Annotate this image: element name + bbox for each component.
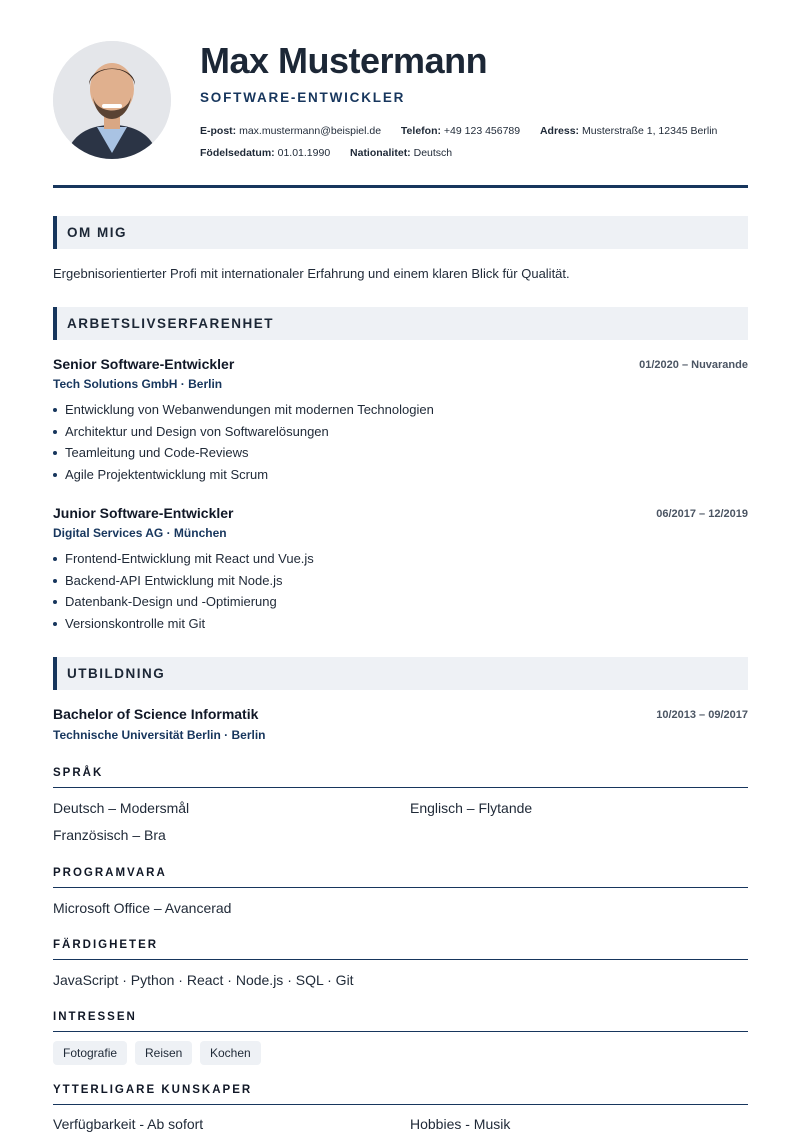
language-item: Englisch – Flytande bbox=[410, 800, 533, 816]
job-2-title: Junior Software-Entwickler bbox=[53, 505, 234, 521]
section-software-title: PROGRAMVARA bbox=[53, 867, 167, 879]
nationality-value: Deutsch bbox=[413, 147, 453, 159]
candidate-name: Max Mustermann bbox=[200, 40, 488, 81]
additional-item: Hobbies - Musik bbox=[410, 1116, 511, 1132]
nationality-label: Nationalitet: bbox=[350, 147, 411, 159]
list-item: Backend-API Entwicklung mit Node.js bbox=[53, 570, 314, 592]
job-2-bullets bbox=[53, 548, 314, 635]
section-education-heading bbox=[53, 657, 748, 690]
section-skills-title: FÄRDIGHETER bbox=[53, 939, 159, 951]
list-item: Architektur und Design von Softwarelösungen bbox=[53, 421, 434, 443]
job-2-company: Digital Services AG · München bbox=[53, 526, 227, 540]
resume-header bbox=[53, 41, 748, 161]
language-item: Französisch – Bra bbox=[53, 827, 166, 843]
list-item: Entwicklung von Webanwendungen mit modernen Technologien bbox=[53, 399, 434, 421]
job-1-title: Senior Software-Entwickler bbox=[53, 356, 235, 372]
interest-tag: Reisen bbox=[135, 1041, 192, 1065]
birth-value: 01.01.1990 bbox=[277, 147, 331, 159]
list-item: Datenbank-Design und -Optimierung bbox=[53, 591, 314, 613]
list-item: Frontend-Entwicklung mit React und Vue.js bbox=[53, 548, 314, 570]
education-degree: Bachelor of Science Informatik bbox=[53, 706, 259, 722]
skills-text: JavaScript · Python · React · Node.js · SQL · Git bbox=[53, 972, 354, 988]
job-1-company: Tech Solutions GmbH · Berlin bbox=[53, 377, 223, 391]
about-text: Ergebnisorientierter Profi mit internationaler Erfahrung und einem klaren Blick für Qualität. bbox=[53, 266, 570, 281]
address-value: Musterstraße 1, 12345 Berlin bbox=[581, 125, 718, 137]
job-1-date: 01/2020 – Nuvarande bbox=[639, 359, 748, 371]
section-skills-heading bbox=[53, 939, 748, 960]
birth-label: Födelsedatum: bbox=[200, 147, 275, 159]
education-date: 10/2013 – 09/2017 bbox=[656, 709, 748, 721]
section-additional-title: YTTERLIGARE KUNSKAPER bbox=[53, 1084, 253, 1096]
contact-line-2 bbox=[200, 147, 452, 159]
section-software-heading bbox=[53, 867, 748, 888]
phone-value: +49 123 456789 bbox=[443, 125, 521, 137]
list-item: Teamleitung und Code-Reviews bbox=[53, 442, 434, 464]
list-item: Versionskontrolle mit Git bbox=[53, 613, 314, 635]
section-experience-title: ARBETSLIVSERFARENHET bbox=[67, 316, 275, 331]
interest-tag: Fotografie bbox=[53, 1041, 127, 1065]
email-value: max.mustermann@beispiel.de bbox=[239, 125, 382, 137]
list-item: Agile Projektentwicklung mit Scrum bbox=[53, 464, 434, 486]
education-school: Technische Universität Berlin · Berlin bbox=[53, 728, 266, 742]
additional-item: Verfügbarkeit - Ab sofort bbox=[53, 1116, 204, 1132]
section-languages-heading bbox=[53, 767, 748, 788]
interest-tag: Kochen bbox=[200, 1041, 261, 1065]
section-interests-title: INTRESSEN bbox=[53, 1011, 137, 1023]
section-experience-heading bbox=[53, 307, 748, 340]
phone-label: Telefon: bbox=[400, 125, 441, 137]
section-languages-title: SPRÅK bbox=[53, 767, 104, 779]
section-education-title: UTBILDNING bbox=[67, 666, 166, 681]
job-1-bullets bbox=[53, 399, 434, 486]
software-item: Microsoft Office – Avancerad bbox=[53, 900, 232, 916]
language-item: Deutsch – Modersmål bbox=[53, 800, 190, 816]
job-title-headline: SOFTWARE-ENTWICKLER bbox=[200, 90, 406, 105]
header-divider bbox=[53, 185, 748, 188]
profile-photo bbox=[53, 41, 171, 159]
job-2-date: 06/2017 – 12/2019 bbox=[656, 508, 748, 520]
section-about-heading bbox=[53, 216, 748, 249]
address-label: Adress: bbox=[539, 125, 580, 137]
email-label: E-post: bbox=[200, 125, 237, 137]
section-interests-heading bbox=[53, 1011, 748, 1032]
contact-line-1 bbox=[200, 125, 717, 137]
section-additional-heading bbox=[53, 1084, 748, 1105]
section-about-title: OM MIG bbox=[67, 225, 127, 240]
